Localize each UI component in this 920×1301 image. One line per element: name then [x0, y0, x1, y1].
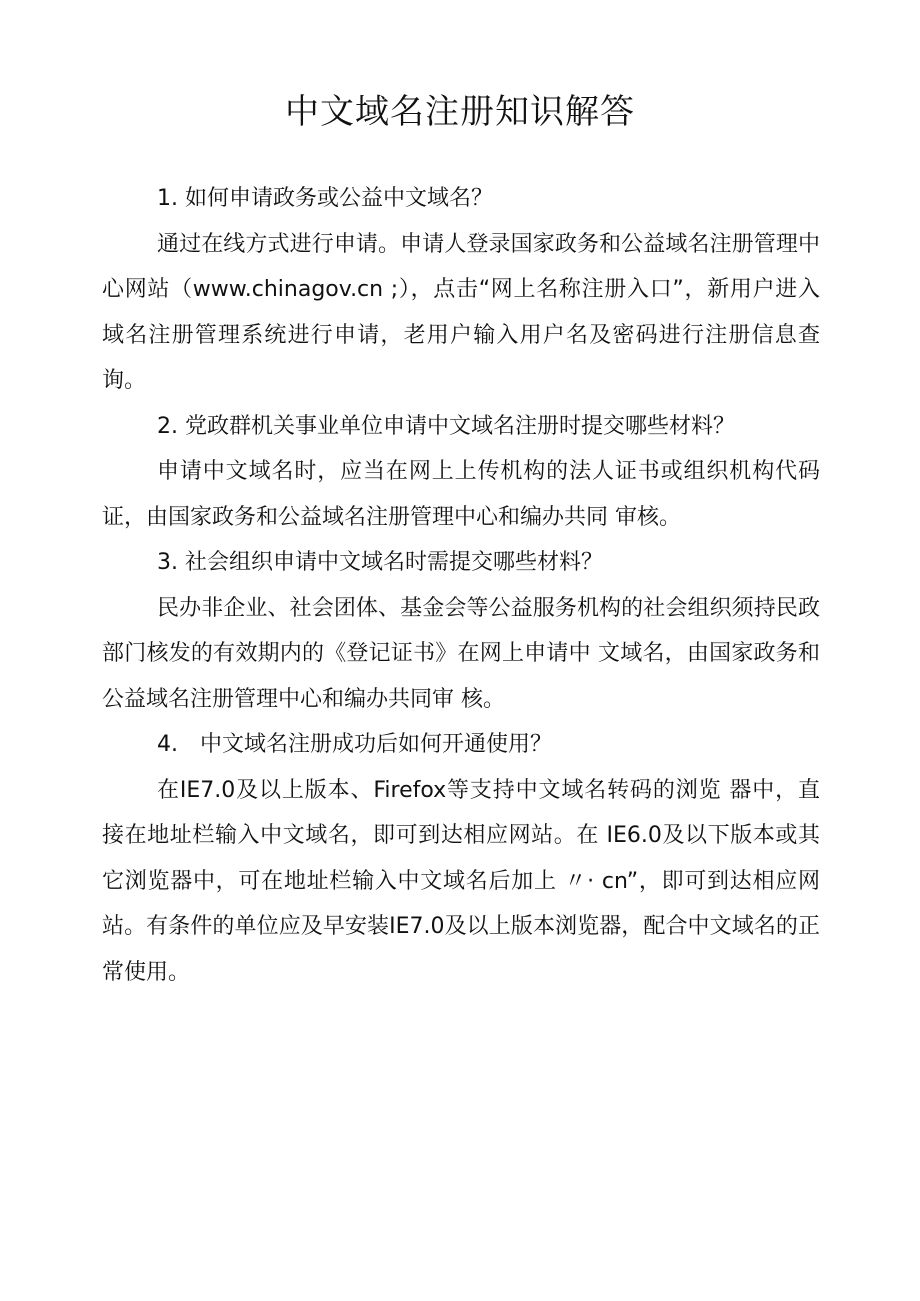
answer-3: 民办非企业、社会团体、基金会等公益服务机构的社会组织须持民政部门核发的有效期内的《登记证书》在网上申请中 文域名，由国家政务和公益域名注册管理中心和编办共同审 核。 — [102, 595, 820, 712]
question-4: 4. 中文域名注册成功后如何开通使用？ — [157, 732, 552, 757]
question-2: 2. 党政群机关事业单位申请中文域名注册时提交哪些材料？ — [157, 413, 735, 439]
question-3: 3. 社会组织申请中文域名时需提交哪些材料？ — [157, 550, 603, 575]
answer-4: 在IE7.0及以上版本、Firefox等支持中文域名转码的浏览 器中，直接在地址栏输入中文域名，即可到达相应网站。在 IE6.0及以下版本或其它浏览器中，可在地址栏输入中文域名后加上 〃· cn”，即可到达相应网站。有条件的单位应及早安装IE7.0及以上版本浏览器，配合中文域名的正常使用。 — [102, 777, 820, 985]
question-1: 1. 如何申请政务或公益中文域名？ — [157, 186, 493, 211]
answer-1: 通过在线方式进行申请。申请人登录国家政务和公益域名注册管理中心网站（www.chinagov.cn ;），点击“网上名称注册入口”，新用户进入域名注册管理系统进行申请，老用户输入用户名及密码进行注册信息查询。 — [102, 231, 820, 393]
document-body — [102, 176, 820, 995]
document-title: 中文域名注册知识解答 — [285, 92, 635, 132]
answer-2: 申请中文域名时，应当在网上上传机构的法人证书或组织机构代码证，由国家政务和公益域名注册管理中心和编办共同 审核。 — [102, 459, 820, 530]
